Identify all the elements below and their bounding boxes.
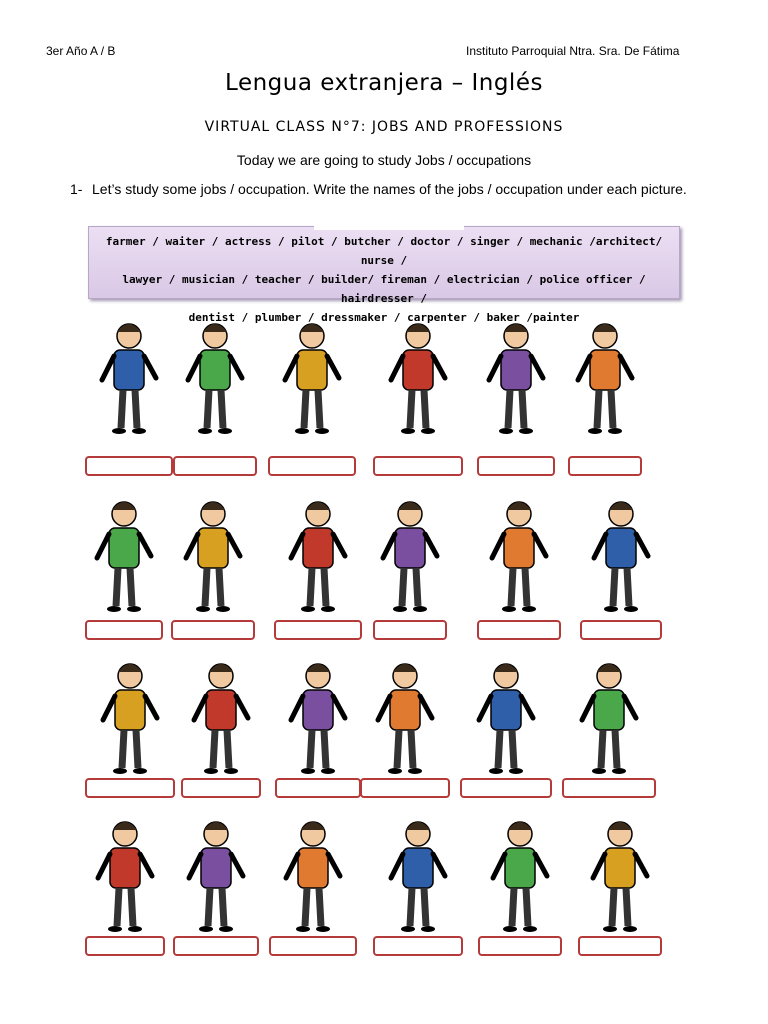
picture-grid: [85, 304, 685, 964]
picture-cell: [274, 490, 362, 642]
word-bank-line: farmer / waiter / actress / pilot / butcher / doctor / singer / mechanic /architect/ nurse /: [105, 235, 663, 267]
class-subtitle: VIRTUAL CLASS N°7: JOBS AND PROFESSIONS: [204, 119, 564, 135]
dentist-figure: [274, 816, 352, 936]
picture-cell: [580, 490, 662, 642]
word-bank: [88, 226, 680, 324]
answer-box[interactable]: [85, 936, 165, 956]
lawyer-figure: [182, 658, 260, 778]
page-title: Lengua extranjera – Inglés: [225, 70, 543, 96]
nurse-figure: [566, 318, 644, 438]
answer-box[interactable]: [578, 936, 662, 956]
teacher-figure: [176, 318, 254, 438]
plumber-figure: [379, 816, 457, 936]
answer-box[interactable]: [85, 778, 175, 798]
builder-figure: [85, 496, 163, 616]
doctor-figure: [90, 318, 168, 438]
actress-figure: [570, 658, 648, 778]
picture-cell: [85, 490, 163, 642]
answer-box[interactable]: [478, 936, 562, 956]
answer-box[interactable]: [568, 456, 642, 476]
butcher-figure: [86, 816, 164, 936]
picture-cell: [373, 490, 447, 642]
picture-cell: [373, 810, 463, 958]
answer-box[interactable]: [562, 778, 656, 798]
answer-box[interactable]: [477, 456, 555, 476]
pilot-figure: [481, 816, 559, 936]
answer-box[interactable]: [373, 936, 463, 956]
answer-box[interactable]: [477, 620, 561, 640]
baker-figure: [477, 318, 555, 438]
farmer-figure: [279, 496, 357, 616]
fireman-figure: [273, 318, 351, 438]
picture-cell: [85, 652, 175, 800]
picture-cell: [478, 810, 562, 958]
answer-box[interactable]: [360, 778, 450, 798]
carpenter-figure: [177, 816, 255, 936]
picture-cell: [85, 810, 165, 958]
answer-box[interactable]: [85, 620, 163, 640]
picture-cell: [181, 652, 261, 800]
mechanic-figure: [467, 658, 545, 778]
hairdresser-figure: [379, 318, 457, 438]
picture-cell: [477, 312, 555, 478]
answer-box[interactable]: [268, 456, 356, 476]
answer-box[interactable]: [85, 456, 173, 476]
dressmaker-figure: [581, 816, 659, 936]
answer-box[interactable]: [171, 620, 255, 640]
picture-cell: [373, 312, 463, 478]
answer-box[interactable]: [275, 778, 361, 798]
picture-cell: [562, 652, 656, 800]
header-class: 3er Año A / B: [46, 44, 116, 58]
instruction-text: Let’s study some jobs / occupation. Write the names of the jobs / occupation under each picture.: [92, 181, 687, 197]
answer-box[interactable]: [580, 620, 662, 640]
architect-figure: [480, 496, 558, 616]
picture-cell: [269, 810, 357, 958]
answer-box[interactable]: [373, 456, 463, 476]
word-bank-line: dentist / plumber / dressmaker / carpenter / baker /painter: [188, 311, 580, 324]
picture-cell: [477, 490, 561, 642]
answer-box[interactable]: [460, 778, 552, 798]
picture-cell: [173, 810, 259, 958]
waiter-figure: [582, 496, 660, 616]
singer-figure: [371, 496, 449, 616]
picture-cell: [578, 810, 662, 958]
picture-cell: [275, 652, 361, 800]
header-school: Instituto Parroquial Ntra. Sra. De Fátima: [466, 44, 680, 58]
answer-box[interactable]: [181, 778, 261, 798]
picture-cell: [173, 312, 257, 478]
word-bank-notch: [314, 224, 464, 230]
picture-cell: [568, 312, 642, 478]
answer-box[interactable]: [274, 620, 362, 640]
police-officer-figure: [174, 496, 252, 616]
word-bank-line: lawyer / musician / teacher / builder/ fireman / electrician / police officer / hairdresser /: [122, 273, 646, 305]
intro-text: Today we are going to study Jobs / occupations: [236, 152, 532, 168]
answer-box[interactable]: [373, 620, 447, 640]
instruction-number: 1-: [70, 181, 83, 197]
electrician-figure: [366, 658, 444, 778]
painter-figure: [279, 658, 357, 778]
picture-cell: [460, 652, 552, 800]
picture-cell: [85, 312, 173, 478]
answer-box[interactable]: [173, 936, 259, 956]
picture-cell: [171, 490, 255, 642]
musician-figure: [91, 658, 169, 778]
picture-cell: [360, 652, 450, 800]
picture-cell: [268, 312, 356, 478]
answer-box[interactable]: [173, 456, 257, 476]
answer-box[interactable]: [269, 936, 357, 956]
